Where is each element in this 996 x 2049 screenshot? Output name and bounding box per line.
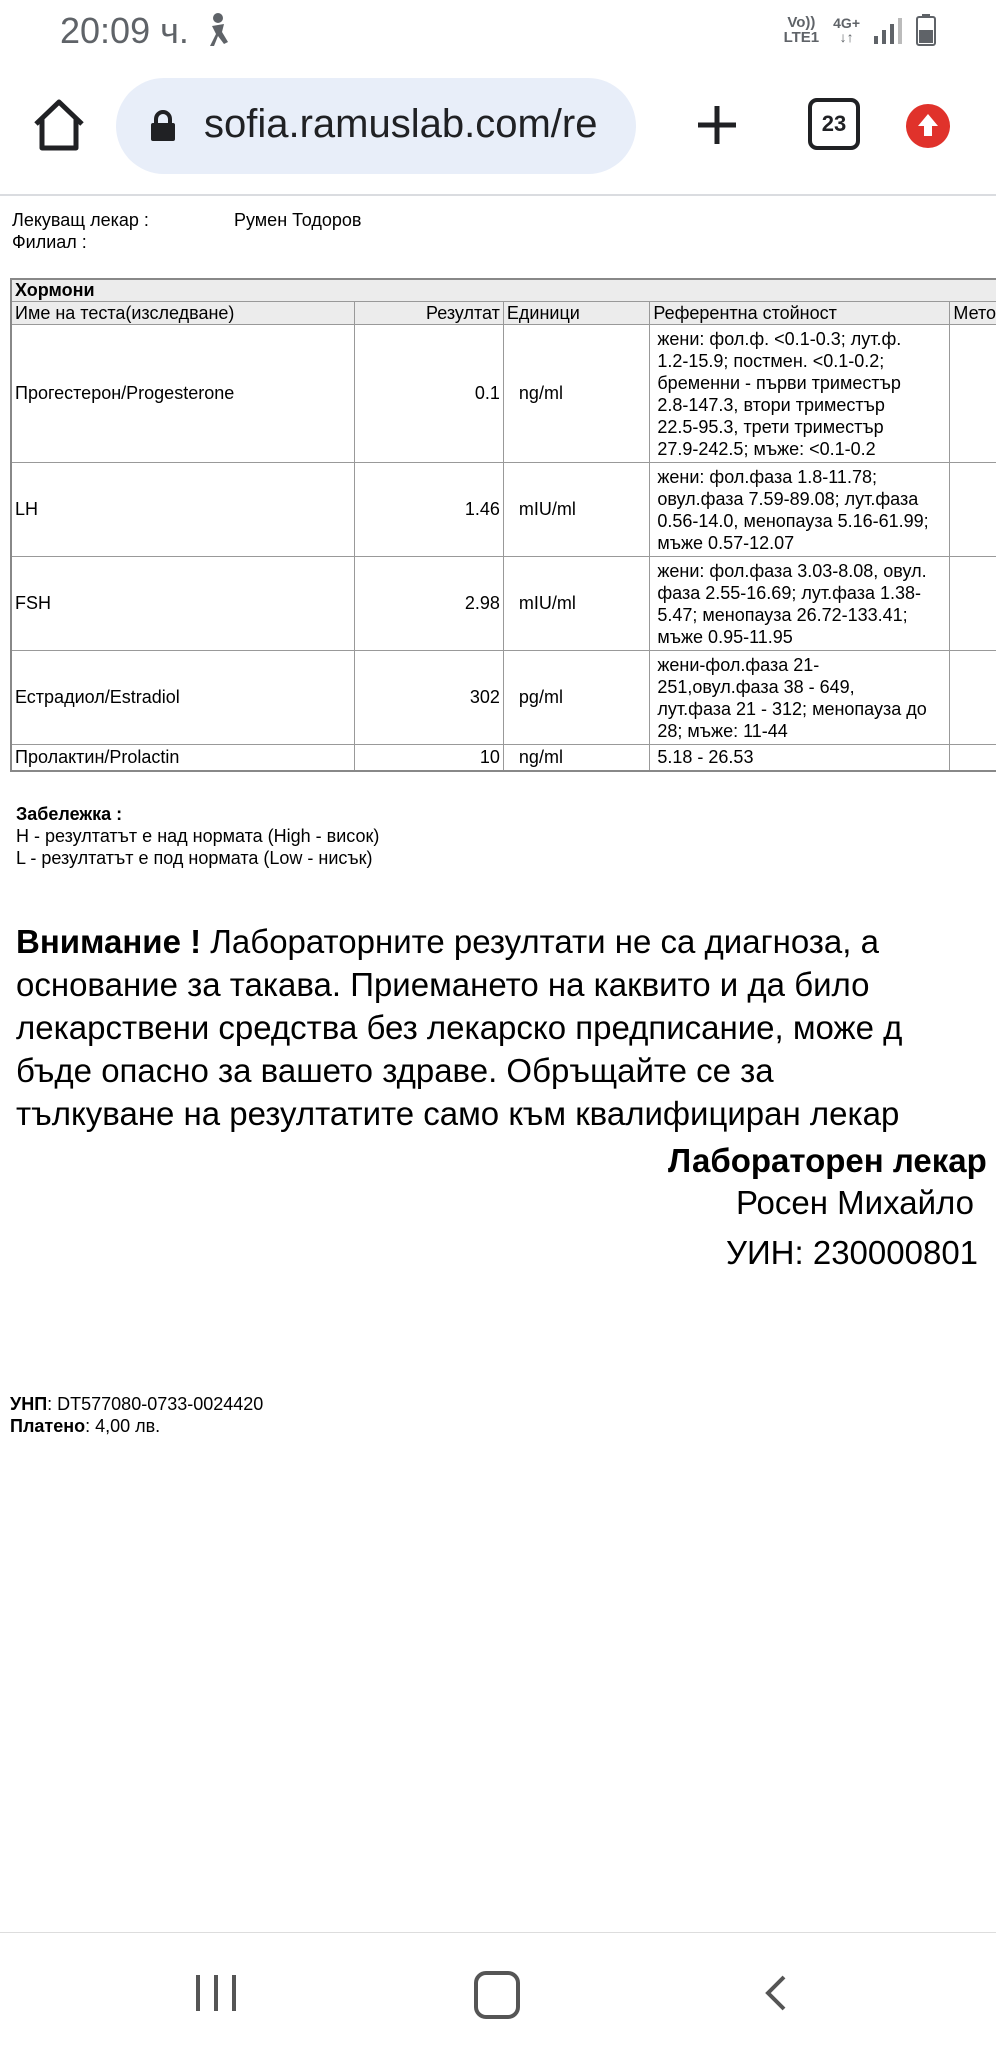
table-row [11,557,996,651]
branch-label: Филиал : [12,232,87,252]
test-name: Естрадиол/Estradiol [11,651,355,745]
signal-icon [874,16,902,44]
header-row [11,302,996,325]
table-row [11,651,996,745]
test-unit: ng/ml [503,325,649,463]
test-method [950,651,996,745]
note-high: H - резултатът е над нормата (High - висок) [16,826,380,846]
reference-line: 22.5-95.3, трети триместър [657,416,884,437]
header-reference: Референтна стойност [650,302,950,325]
unp-label: УНП [10,1394,48,1414]
table-row [11,463,996,557]
test-reference [650,325,950,463]
section-title: Хормони [11,279,996,302]
note-low: L - резултатът е под нормата (Low - нисък) [16,848,373,868]
header-units: Единици [503,302,649,325]
reference-line: 5.18 - 26.53 [657,747,754,768]
test-reference [650,651,950,745]
lab-doctor-name: Росен Михайло [736,1184,974,1221]
reference-line: 2.8-147.3, втори триместър [657,394,885,415]
doctor-name: Румен Тодоров [234,210,362,230]
browser-toolbar [0,72,996,180]
reference-line: мъже 0.95-11.95 [657,626,793,647]
reference-line: жени: фол.ф. <0.1-0.3; лут.ф. [657,328,902,349]
test-unit: ng/ml [503,745,649,771]
reference-line: мъже 0.57-12.07 [657,532,795,553]
section-row [11,279,996,302]
nav-home-icon[interactable] [474,1971,520,2019]
lab-doctor-title: Лабораторен лекар [668,1142,987,1179]
test-name: FSH [11,557,355,651]
volte-label: Vo)) LTE1 [783,14,820,46]
lock-icon [150,110,176,142]
arrow-up-icon [906,104,950,148]
test-reference [650,463,950,557]
header-result: Резултат [355,302,503,325]
paid-line [10,1416,160,1437]
unp-line [10,1394,263,1415]
table-row [11,325,996,463]
address-bar[interactable] [116,78,636,174]
header-name: Име на теста(изследване) [11,302,355,325]
lab-doctor-uin: УИН: 230000801 [726,1234,979,1271]
header-method: Мето [950,302,996,325]
network-type: 4G+ ↓↑ [833,15,860,45]
recent-apps-icon[interactable] [194,1973,238,2013]
system-nav-bar [0,1932,996,2049]
test-method [950,325,996,463]
reference-line: 27.9-242.5; мъже: <0.1-0.2 [657,438,876,459]
test-unit: mIU/ml [503,463,649,557]
reference-line: овул.фаза 7.59-89.08; лут.фаза [657,488,919,509]
warning-line-4: бъде опасно за вашето здраве. Обръщайте се за [16,1052,774,1089]
tab-count-button[interactable]: 23 [808,98,860,150]
test-reference [650,745,950,771]
paid-label: Платено [10,1416,86,1436]
status-bar [0,0,996,62]
warning-line-3: лекарствени средства без лекарско предписание, може д [16,1009,903,1046]
reference-line: 251,овул.фаза 38 - 649, [657,676,855,697]
update-button[interactable] [906,104,950,148]
url-text[interactable]: sofia.ramuslab.com/re [204,102,598,146]
reference-line: 0.56-14.0, менопауза 5.16-61.99; [657,510,929,531]
test-unit: mIU/ml [503,557,649,651]
warning-line-2: основание за такава. Приемането на каквито и да било [16,966,870,1003]
battery-icon [916,14,936,46]
test-result: 0.1 [355,325,503,463]
test-name: Пролактин/Prolactin [11,745,355,771]
warning-text [16,920,996,1135]
doctor-label: Лекуващ лекар : [12,210,149,230]
reference-line: фаза 2.55-16.69; лут.фаза 1.38- [657,582,921,603]
back-icon[interactable] [760,1973,792,2013]
reference-line: лут.фаза 21 - 312; менопауза до [657,698,927,719]
page-content [0,196,996,1930]
reference-line: жени-фол.фаза 21- [657,654,820,675]
test-result: 2.98 [355,557,503,651]
results-table [10,278,996,772]
status-icons [784,12,936,48]
test-name: LH [11,463,355,557]
reference-line: 28; мъже: 11-44 [657,720,788,741]
reference-line: жени: фол.фаза 3.03-8.08, овул. [657,560,927,581]
reference-line: 1.2-15.9; постмен. <0.1-0.2; [657,350,885,371]
warning-line-1: Лабораторните резултати не са диагноза, а [201,923,879,960]
unp-value: : DT577080-0733-0024420 [47,1394,264,1414]
test-result: 10 [355,745,503,771]
test-reference [650,557,950,651]
status-time: 20:09 ч. [60,10,189,51]
test-unit: pg/ml [503,651,649,745]
test-result: 1.46 [355,463,503,557]
test-method [950,745,996,771]
activity-icon [202,12,232,48]
reference-line: жени: фол.фаза 1.8-11.78; [657,466,877,487]
test-result: 302 [355,651,503,745]
test-method [950,557,996,651]
note-title: Забележка : [16,804,123,824]
test-name: Прогестерон/Progesterone [11,325,355,463]
warning-bold: Внимание ! [16,923,202,960]
reference-line: 5.47; менопауза 26.72-133.41; [657,604,908,625]
warning-line-5: тълкуване на резултатите само към квалифициран лекар [16,1095,900,1132]
new-tab-icon[interactable] [688,96,746,154]
table-row [11,745,996,771]
test-method [950,463,996,557]
reference-line: бременни - първи триместър [657,372,901,393]
data-arrows-icon: ↓↑ [839,29,854,45]
home-icon[interactable] [30,96,88,154]
paid-value: : 4,00 лв. [85,1416,161,1436]
